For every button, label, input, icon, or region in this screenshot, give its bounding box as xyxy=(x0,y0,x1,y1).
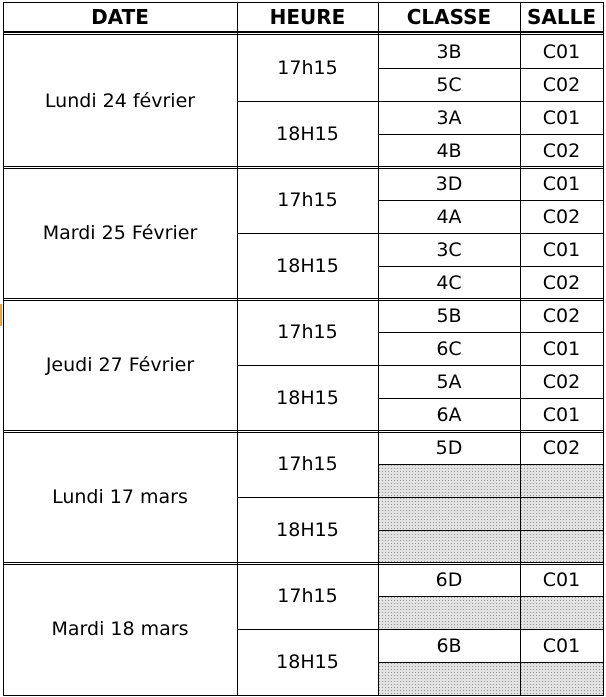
day-divider-lower xyxy=(3,564,603,565)
header-classe: CLASSE xyxy=(406,4,492,29)
table-border-bottom xyxy=(3,695,603,696)
heure-cell: 17h15 xyxy=(277,189,338,211)
empty-salle-cell xyxy=(520,530,603,563)
salle-cell: C02 xyxy=(542,370,581,393)
row-divider xyxy=(378,68,603,69)
date-cell: Lundi 24 février xyxy=(44,90,196,112)
empty-salle-cell xyxy=(520,596,603,629)
classe-cell: 5C xyxy=(436,73,462,96)
classe-cell: 3C xyxy=(436,238,462,261)
header-divider xyxy=(3,31,603,33)
classe-cell: 6A xyxy=(436,403,462,426)
heure-cell: 18H15 xyxy=(276,255,339,277)
salle-cell: C01 xyxy=(542,403,581,426)
heure-cell: 18H15 xyxy=(276,651,339,673)
heure-cell: 18H15 xyxy=(276,387,339,409)
slot-divider xyxy=(237,233,603,234)
classe-cell: 4A xyxy=(436,205,462,228)
classe-cell: 5B xyxy=(436,304,462,327)
slot-divider xyxy=(237,101,603,102)
empty-salle-cell xyxy=(520,464,603,497)
salle-cell: C01 xyxy=(542,40,581,63)
heure-cell: 18H15 xyxy=(276,519,339,541)
salle-cell: C02 xyxy=(542,436,581,459)
slot-divider xyxy=(237,629,603,630)
day-divider-lower xyxy=(3,168,603,169)
col-divider-salle xyxy=(520,2,521,696)
heure-cell: 17h15 xyxy=(277,585,338,607)
row-divider xyxy=(378,200,603,201)
salle-cell: C02 xyxy=(542,271,581,294)
day-divider-lower xyxy=(3,432,603,433)
salle-cell: C01 xyxy=(542,172,581,195)
row-divider xyxy=(378,464,603,465)
empty-classe-cell xyxy=(378,497,520,530)
day-divider xyxy=(3,562,603,563)
header-date: DATE xyxy=(91,4,149,29)
salle-cell: C02 xyxy=(542,205,581,228)
slot-divider xyxy=(237,365,603,366)
empty-salle-cell xyxy=(520,662,603,695)
heure-cell: 17h15 xyxy=(277,453,338,475)
salle-cell: C01 xyxy=(542,337,581,360)
empty-classe-cell xyxy=(378,530,520,563)
empty-classe-cell xyxy=(378,662,520,695)
col-divider-heure xyxy=(237,2,238,696)
salle-cell: C02 xyxy=(542,139,581,162)
salle-cell: C02 xyxy=(542,73,581,96)
date-cell: Lundi 17 mars xyxy=(52,486,188,508)
salle-cell: C01 xyxy=(542,634,581,657)
classe-cell: 3A xyxy=(436,106,462,129)
empty-classe-cell xyxy=(378,464,520,497)
classe-cell: 5D xyxy=(435,436,463,459)
classe-cell: 5A xyxy=(436,370,462,393)
header-heure: HEURE xyxy=(269,4,346,29)
date-cell: Jeudi 27 Février xyxy=(45,354,195,376)
date-cell: Mardi 18 mars xyxy=(51,618,189,640)
table-border-right xyxy=(603,2,604,696)
classe-cell: 6B xyxy=(436,634,462,657)
row-divider xyxy=(378,662,603,663)
salle-cell: C01 xyxy=(542,238,581,261)
heure-cell: 17h15 xyxy=(277,57,338,79)
salle-cell: C02 xyxy=(542,304,581,327)
row-divider xyxy=(378,266,603,267)
classe-cell: 6D xyxy=(435,568,463,591)
salle-cell: C01 xyxy=(542,106,581,129)
classe-cell: 3B xyxy=(436,40,462,63)
empty-classe-cell xyxy=(378,596,520,629)
classe-cell: 3D xyxy=(435,172,463,195)
date-cell: Mardi 25 Février xyxy=(42,222,198,244)
row-divider xyxy=(378,332,603,333)
day-divider-lower xyxy=(3,300,603,301)
day-divider xyxy=(3,430,603,431)
row-divider xyxy=(378,398,603,399)
heure-cell: 18H15 xyxy=(276,123,339,145)
salle-cell: C01 xyxy=(542,568,581,591)
slot-divider xyxy=(237,497,603,498)
classe-cell: 4B xyxy=(436,139,462,162)
empty-salle-cell xyxy=(520,497,603,530)
header-salle: SALLE xyxy=(526,4,597,29)
classe-cell: 6C xyxy=(436,337,462,360)
day-divider xyxy=(3,298,603,299)
edge-marker xyxy=(0,304,2,326)
row-divider xyxy=(378,596,603,597)
col-divider-classe xyxy=(378,2,379,696)
row-divider xyxy=(378,134,603,135)
table-border-top xyxy=(3,2,603,3)
row-divider xyxy=(378,530,603,531)
day-divider xyxy=(3,166,603,167)
heure-cell: 17h15 xyxy=(277,321,338,343)
classe-cell: 4C xyxy=(436,271,462,294)
table-border-left xyxy=(3,2,4,696)
header-divider-lower xyxy=(3,34,603,35)
